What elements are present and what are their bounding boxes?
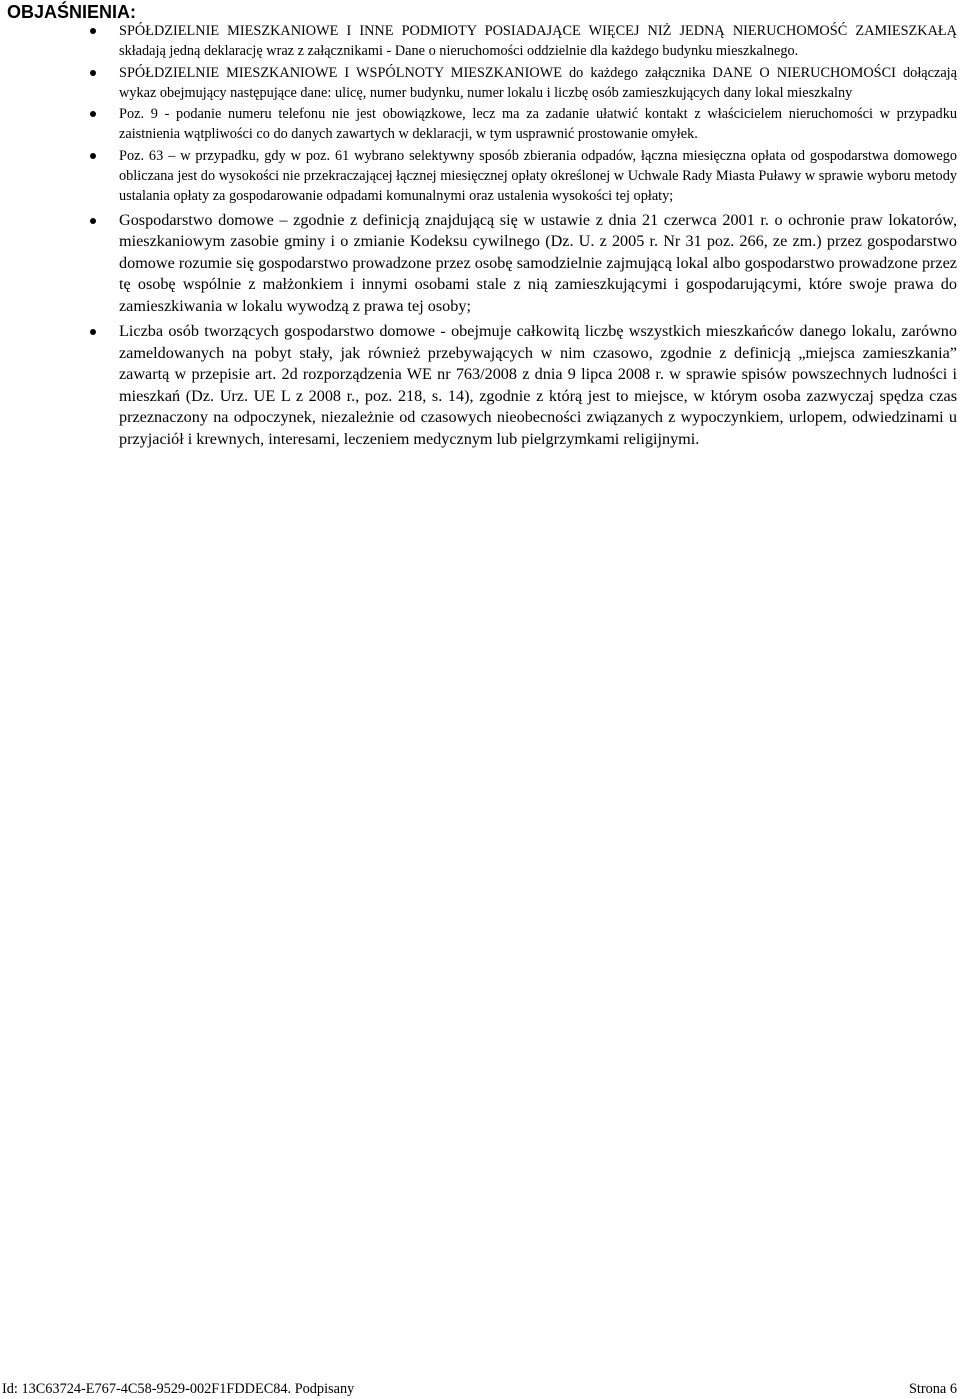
page-number: Strona 6 xyxy=(908,1381,957,1397)
bullet-icon xyxy=(90,28,96,34)
list-item xyxy=(0,321,960,450)
document-id: Id: 13C63724-E767-4C58-9529-002F1FDDEC84. Podpisany xyxy=(2,1381,355,1397)
bullet-icon xyxy=(90,153,96,159)
list-item-text: Liczba osób tworzących gospodarstwo domowe - obejmuje całkowitą liczbę wszystkich mieszkańców danego lokalu, zarówno zameldowanych na pobyt stały, jak również przebywających w nim czasowo, zgodnie z definicją „miejsca zamieszkania” zawartą w przepisie art. 2d rozporządzenia WE nr 763/2008 z dnia 9 lipca 2008 r. w sprawie spisów powszechnych ludności i mieszkań (Dz. Urz. UE L z 2008 r., poz. 218, s. 14), zgodnie z którą jest to miejsce, w którym osoba zazwyczaj spędza czas przeznaczony na odpoczynek, niezależnie od czasowych nieobecności związanych z wypoczynkiem, urlopem, odwiedzinami u przyjaciół i krewnych, interesami, leczeniem medycznym lub pielgrzymkami religijnymi. xyxy=(119,322,957,448)
list-item-text: Poz. 9 - podanie numeru telefonu nie jest obowiązkowe, lecz ma za zadanie ułatwić kontakt z właścicielem nieruchomości w przypadku zaistnienia wątpliwości co do danych zawartych w deklaracji, w tym usprawnić prostowanie omyłek. xyxy=(119,106,957,143)
list-item xyxy=(0,146,960,207)
list-item-text: Gospodarstwo domowe – zgodnie z definicją znajdującą się w ustawie z dnia 21 czerwca 2001 r. o ochronie praw lokatorów, mieszkaniowym zasobie gminy i o zmianie Kodeksu cywilnego (Dz. U. z 2005 r. Nr 31 poz. 266, ze zm.) przez gospodarstwo domowe rozumie się gospodarstwo prowadzone przez osobę samodzielnie zajmującą lokal albo gospodarstwo prowadzone przez tę osobę wspólnie z małżonkiem i innymi osobami stale z nią zamieszkującymi i gospodarującymi, które swoje prawa do zamieszkiwania w lokalu wywodzą z prawa tej osoby; xyxy=(119,210,957,315)
list-item xyxy=(0,104,960,145)
bullet-icon xyxy=(90,218,96,224)
page-title: OBJAŚNIENIA: xyxy=(7,2,137,22)
bullet-icon xyxy=(90,111,96,117)
list-item xyxy=(0,210,960,318)
list-item xyxy=(0,21,960,62)
page-footer xyxy=(0,1380,960,1398)
list-item-text: Poz. 63 – w przypadku, gdy w poz. 61 wybrano selektywny sposób zbierania odpadów, łączna miesięczna opłata od gospodarstwa domowego obliczana jest do wysokości nie przekraczającej łącznej miesięcznej opłaty określonej w Uchwale Rady Miasta Puławy w sprawie wyboru metody ustalania opłaty za gospodarowanie odpadami komunalnymi oraz ustalenia wysokości tej opłaty; xyxy=(119,147,957,205)
bullet-icon xyxy=(90,329,96,335)
list-item xyxy=(0,63,960,104)
bullet-icon xyxy=(90,70,96,76)
list-item-text: SPÓŁDZIELNIE MIESZKANIOWE I WSPÓLNOTY MIESZKANIOWE do każdego załącznika DANE O NIERUCHOMOŚCI dołączają wykaz obejmujący następujące dane: ulicę, numer budynku, numer lokalu i liczbę osób zamieszkujących dany lokal mieszkalny xyxy=(119,64,957,101)
list-item-text: SPÓŁDZIELNIE MIESZKANIOWE I INNE PODMIOTY POSIADAJĄCE WIĘCEJ NIŻ JEDNĄ NIERUCHOMOŚĆ ZAMIESZKAŁĄ składają jedną deklarację wraz z załącznikami - Dane o nieruchomości oddzielnie dla każdego budynku mieszkalnego. xyxy=(119,23,957,60)
explanations-list xyxy=(0,21,960,450)
